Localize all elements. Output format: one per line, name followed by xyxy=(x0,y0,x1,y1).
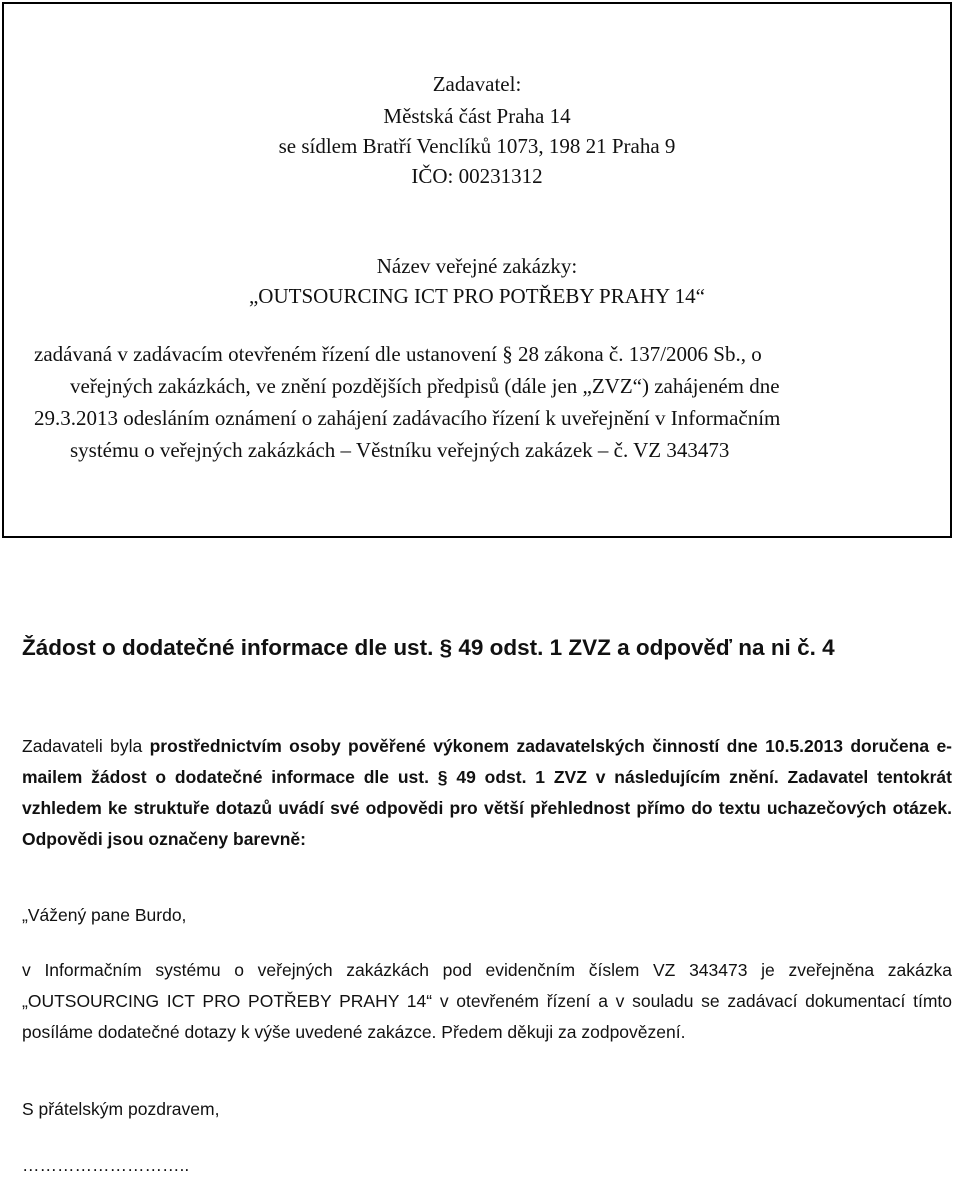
organization-name: Městská část Praha 14 xyxy=(383,104,571,128)
intro-text-bold: prostřednictvím osoby pověřené výkonem zadavatelských činností dne 10.5.2013 doručena e-mailem žádost o dodatečné informace dle ust. § 49 odst. 1 ZVZ v následujícím znění. Zadavatel tentokrát vzhledem ke struktuře dotazů uvádí své odpovědi pro větší přehlednost přímo do textu uchazečových otázek. Odpovědi jsou označeny barevně: xyxy=(22,736,953,849)
organization-address: se sídlem Bratří Venclíků 1073, 198 21 Praha 9 xyxy=(278,134,676,158)
intro-text-regular: Zadavateli byla xyxy=(22,736,150,756)
organization-ico: IČO: 00231312 xyxy=(411,164,543,188)
description-line-1: zadávaná v zadávacím otevřeném řízení dle ustanovení § 28 zákona č. 137/2006 Sb., o xyxy=(34,342,762,366)
description-line-3: 29.3.2013 odesláním oznámení o zahájení zadávacího řízení k uveřejnění v Informačním xyxy=(34,406,781,430)
letter-body: v Informačním systému o veřejných zakázkách pod evidenčním číslem VZ 343473 je zveřejněna zakázka „OUTSOURCING ICT PRO POTŘEBY PRAHY 14“ v otevřeném řízení a v souladu se zadávací dokumentací tímto posíláme dodatečné dotazy k výše uvedené zakázce. Předem děkuji za zodpovězení. xyxy=(22,960,952,1042)
intro-paragraph xyxy=(22,731,952,855)
header-box xyxy=(2,2,952,538)
description-line-4: systému o veřejných zakázkách – Věstníku veřejných zakázek – č. VZ 343473 xyxy=(70,438,730,462)
description-line-2: veřejných zakázkách, ve znění pozdějších předpisů (dále jen „ZVZ“) zahájeném dne xyxy=(70,374,780,398)
zadavatel-label: Zadavatel: xyxy=(432,72,522,96)
letter-closing: S přátelským pozdravem, xyxy=(22,1099,220,1119)
document-heading: Žádost o dodatečné informace dle ust. § 49 odst. 1 ZVZ a odpověď na ni č. 4 xyxy=(22,635,835,660)
procedure-description xyxy=(34,338,930,466)
letter-greeting: „Vážený pane Burdo, xyxy=(22,905,187,925)
contract-name: „OUTSOURCING ICT PRO POTŘEBY PRAHY 14“ xyxy=(248,284,705,308)
letter-signature: ……………………….. xyxy=(22,1155,190,1175)
contract-label: Název veřejné zakázky: xyxy=(376,254,578,278)
